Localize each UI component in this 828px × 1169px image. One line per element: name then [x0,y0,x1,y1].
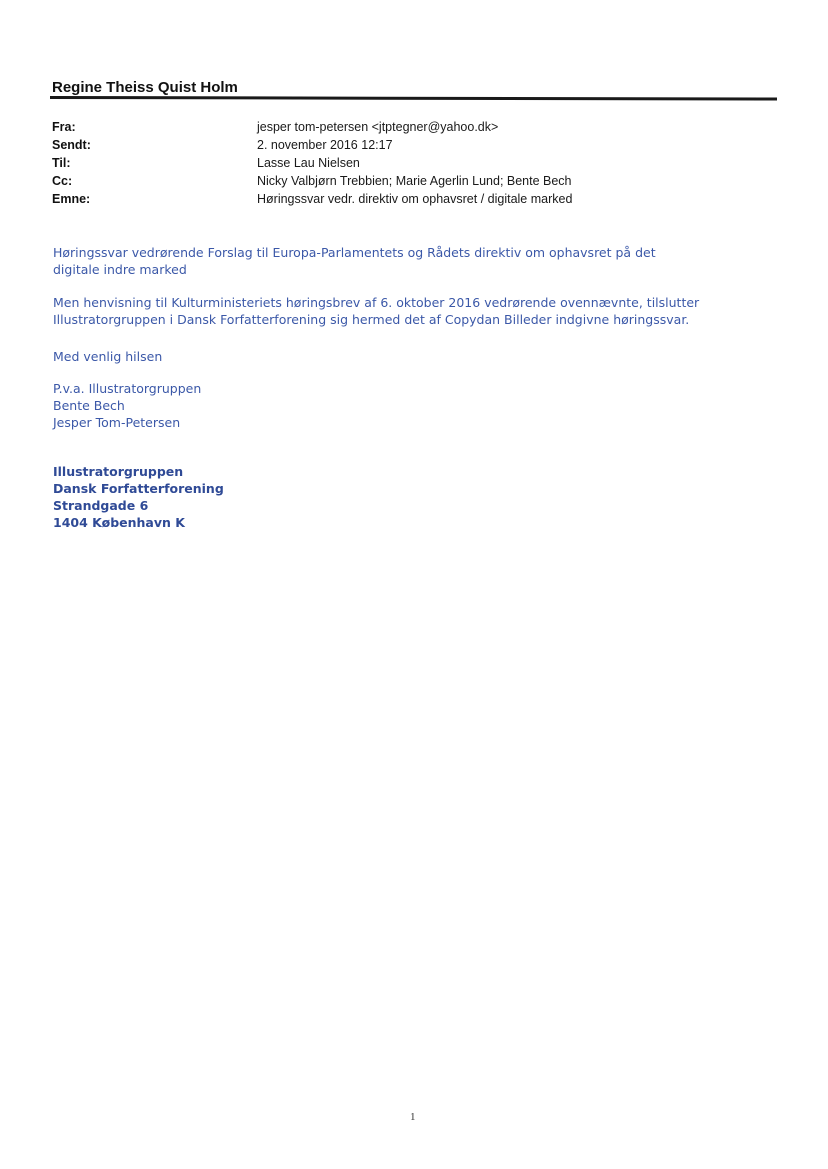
header-value-subject: Høringssvar vedr. direktiv om ophavsret / digitale marked [257,192,573,206]
header-divider [50,96,777,101]
signer-line: Jesper Tom-Petersen [53,415,181,430]
email-header [52,118,752,208]
signature-line: Dansk Forfatterforening [53,481,224,496]
header-row-to [52,154,752,172]
body-paragraph-1 [53,244,793,278]
header-value-sent: 2. november 2016 12:17 [257,138,393,152]
signer-line: Bente Bech [53,398,125,413]
body-line: Høringssvar vedrørende Forslag til Europa-Parlamentets og Rådets direktiv om ophavsret på det [53,245,656,260]
header-row-subject [52,190,752,208]
header-row-cc [52,172,752,190]
header-value-cc: Nicky Valbjørn Trebbien; Marie Agerlin Lund; Bente Bech [257,174,572,188]
signature-line: 1404 København K [53,515,185,530]
organization-signature [53,463,224,531]
body-line: Illustratorgruppen i Dansk Forfatterforening sig hermed det af Copydan Billeder indgivne høringssvar. [53,312,690,327]
signature-line: Strandgade 6 [53,498,149,513]
body-line: Men henvisning til Kulturministeriets høringsbrev af 6. oktober 2016 vedrørende ovennævnte, tilslutter [53,295,700,310]
header-value-from: jesper tom-petersen <jtptegner@yahoo.dk> [257,120,499,134]
header-label-cc: Cc: [52,174,73,188]
sender-name: Regine Theiss Quist Holm [52,79,238,96]
header-value-to: Lasse Lau Nielsen [257,156,360,170]
header-label-to: Til: [52,156,71,170]
header-row-sent [52,136,752,154]
signer-line: P.v.a. Illustratorgruppen [53,381,202,396]
closing-greeting [53,348,793,365]
body-paragraph-2 [53,294,793,328]
header-label-subject: Emne: [52,192,91,206]
body-line: digitale indre marked [53,262,187,277]
header-row-from [52,118,752,136]
body-line: Med venlig hilsen [53,349,163,364]
header-label-from: Fra: [52,120,76,134]
signers [53,380,793,431]
page-number: 1 [410,1111,416,1123]
header-label-sent: Sendt: [52,138,91,152]
signature-line: Illustratorgruppen [53,464,184,479]
